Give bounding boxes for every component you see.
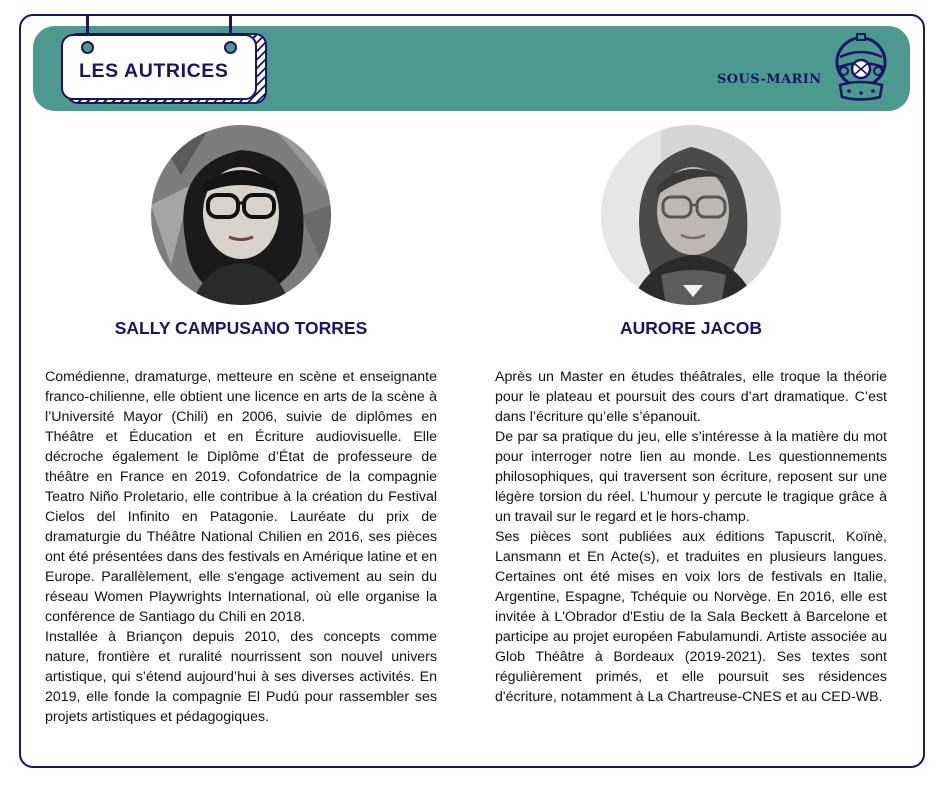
bio-paragraph: Comédienne, dramaturge, metteure en scène et enseignante franco-chilienne, elle obtient une licence en arts de la scène à l’Université Mayor (Chili) en 2006, suivie de diplômes en Théâtre et Éducation et en Écriture audiovisuelle. Elle décroche également le Diplôme d’État de professeure de théâtre en France en 2019. Cofondatrice de la compagnie Teatro Niño Proletario, elle contribue à la création du Festival Cielos del Infinito en Patagonie. Lauréate du prix de dramaturgie du Théâtre National Chilien en 2016, ses pièces ont été présentées dans des festivals en Amérique latine et en Europe. Parallèlement, elle s'engage activement au sein du réseau Women Playwrights International, où elle organise la conférence de Santiago du Chili en 2018.: [45, 369, 437, 625]
bio-paragraph: De par sa pratique du jeu, elle s’intéresse à la matière du mot pour interroger notre lien au monde. Les questionnements philosophiques, qui traversent son écriture, reposent sur une légère torsion du réel. L’humour y percute le tragique grâce à un travail sur le regard et le hors-champ.: [495, 429, 887, 525]
page-title: LES AUTRICES: [79, 60, 229, 82]
portrait-sally-campusano-torres: [151, 125, 331, 305]
author-name: AURORE JACOB: [620, 318, 762, 338]
bio-paragraph: Installée à Briançon depuis 2010, des concepts comme nature, frontière et ruralité nourrissent son nouvel univers artistique, qui s’étend aujourd’hui à ses diverses activités. En 2019, elle fonde la compagnie El Pudú pour rassembler ses projets artistiques et pédagogiques.: [45, 629, 437, 725]
sign-pin-left: [81, 41, 94, 54]
author-name: SALLY CAMPUSANO TORRES: [114, 318, 368, 338]
bio-paragraph: Ses pièces sont publiées aux éditions Tapuscrit, Koïnè, Lansmann et En Acte(s), et traduites en plusieurs langues. Certaines ont été mises en voix lors de festivals en Italie, Argentine, Espagne, Tchéquie ou Norvège. En 2016, elle est invitée à L'Obrador d'Estiu de la Sala Beckett à Barcelone et participe au projet européen Fabulamundi. Artiste associée au Glob Théâtre à Bordeaux (2019-2021). Ses textes sont régulièrement primés, et elle poursuit ses résidences d'écriture, notamment à La Chartreuse-CNES et au CED-WB.: [495, 529, 887, 705]
author-bio-sally: [45, 367, 437, 727]
diving-helmet-icon: [832, 31, 890, 103]
portrait-aurore-jacob: [601, 125, 781, 305]
author-bio-aurore: [495, 367, 887, 707]
brand-name: SOUS-MARIN: [717, 72, 822, 87]
sign-pin-right: [224, 41, 237, 54]
bio-paragraph: Après un Master en études théâtrales, elle troque la théorie pour le plateau et poursuit des cours d’art dramatique. C’est dans l’écriture qu’elle s’épanouit.: [495, 369, 887, 425]
